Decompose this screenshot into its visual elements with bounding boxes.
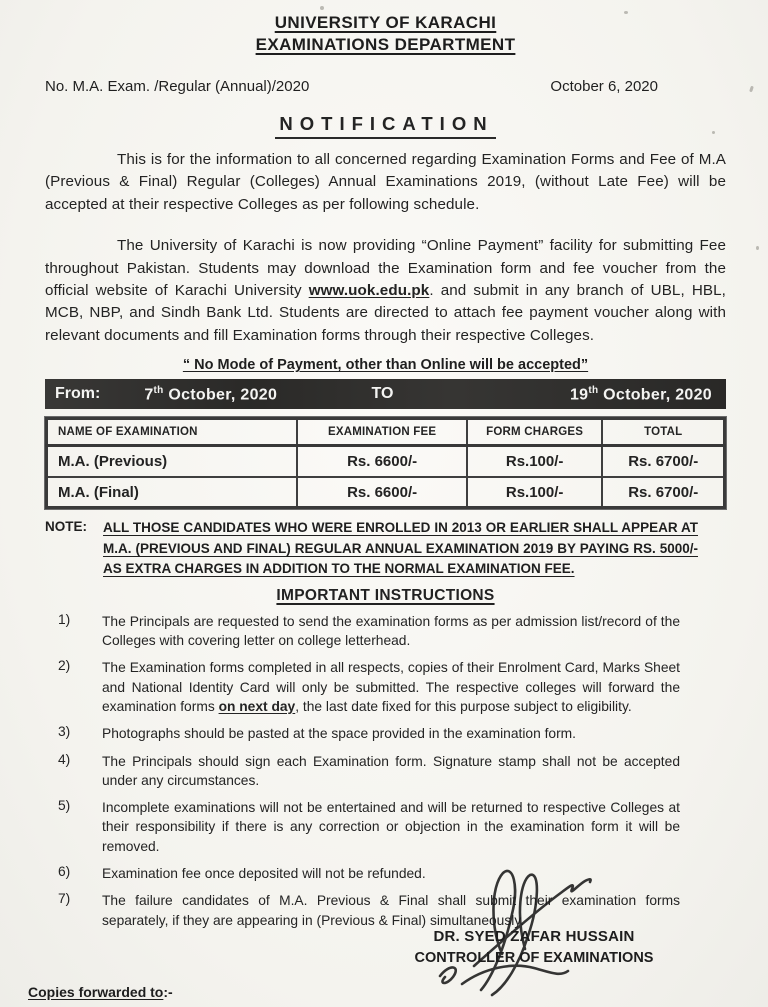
instruction-number: 1) [58,611,71,627]
payment-mode-note: “ No Mode of Payment, other than Online will be accepted” [182,357,589,374]
fee-table-cell: Rs. 6600/- [297,446,467,477]
fee-table-body [47,446,725,508]
instruction-item [58,798,680,856]
reference-row [45,78,726,95]
instructions-heading-wrap [45,587,726,605]
university-name: UNIVERSITY OF KARACHI [274,13,497,32]
instruction-number: 7) [58,891,71,907]
instruction-number: 2) [58,658,71,674]
note-text: ALL THOSE CANDIDATES WHO WERE ENROLLED IN 2013 OR EARLIER SHALL APPEAR AT M.A. (PREVIOUS AND FINAL) REGULAR ANNUAL EXAMINATION 2019 BY PAYING RS. 5000/- AS EXTRA CHARGES IN ADDITION TO THE NORMAL EXAMINATION FEE. [103,520,698,577]
department-name: EXAMINATIONS DEPARTMENT [255,35,516,54]
scan-speck [712,131,715,134]
fee-table-cell: Rs. 6700/- [602,477,724,508]
instruction-text: The Principals should sign each Examination form. Signature stamp shall not be accepted under any circumstances. [102,753,680,788]
banner-end-date: 19th October, 2020 [569,384,712,403]
document-header [45,12,726,56]
instruction-text: The failure candidates of M.A. Previous & Final shall submit their examination forms separately, if they are appearing in (Previous & Final) simultaneously. [102,893,680,928]
instruction-text: The Principals are requested to send the examination forms as per admission list/record of the Colleges with covering letter on college letterhead. [102,613,680,649]
instruction-text: Examination fee once deposited will not be refunded. [102,866,426,882]
instruction-number: 4) [58,751,71,767]
fee-table-cell: M.A. (Final) [47,477,298,508]
banner-start-date: 7th October, 2020 [144,384,278,403]
online-payment-paragraph: The University of Karachi is now providing “Online Payment” facility for submitting Fee throughout Pakistan. Students may download the Examination form and fee voucher from the official website of Karachi University www.uok.edu.pk. and submit in any branch of UBL, HBL, MCB, NBP, and Sindh Bank Ltd. Students are directed to attach fee payment voucher along with relevant documents and fill Examination forms through their respective Colleges. [45,237,726,344]
signature-block [388,858,680,1007]
scan-speck [756,246,759,250]
signatory-name: DR. SYED ZAFAR HUSSAIN [433,928,635,945]
notification-heading: NOTIFICATION [275,113,495,139]
reference-number: No. M.A. Exam. /Regular (Annual)/2020 [45,78,310,95]
scan-speck [320,6,324,10]
instruction-text: The Examination forms completed in all respects, copies of their Enrolment Card, Marks Sheet and National Identity Card will only be submitted. The respective colleges will forward the examination forms on next day, the last date fixed for this purpose subject to eligibility. [102,660,680,714]
banner-from-label: From: [55,385,101,403]
instruction-item [58,658,680,716]
instruction-number: 6) [58,864,71,880]
fee-table-cell: Rs.100/- [467,446,603,477]
intro-paragraph: This is for the information to all concerned regarding Examination Forms and Fee of M.A (Previous & Final) Regular (Colleges) Annual Examinations 2019, (without Late Fee) will be accepted at their respective Colleges as per following schedule. [45,151,726,213]
fee-table-header-cell: NAME OF EXAMINATION [47,419,298,446]
examination-fee-table [45,417,726,509]
instruction-item [58,752,680,791]
fee-table-header-row [47,419,725,446]
schedule-date-banner [45,379,726,409]
fee-table-row [47,446,725,477]
signatory-title: CONTROLLER OF EXAMINATIONS [414,950,654,966]
notification-heading-wrap [45,113,726,139]
instruction-number: 3) [58,724,71,740]
scan-speck [624,11,628,14]
instruction-number: 5) [58,798,71,814]
scan-speck [749,86,754,93]
instruction-item [58,612,680,651]
instructions-heading: IMPORTANT INSTRUCTIONS [276,586,495,604]
fee-table-cell: M.A. (Previous) [47,446,298,477]
instruction-item [58,724,680,743]
document-date: October 6, 2020 [550,78,658,95]
fee-table-cell: Rs.100/- [467,477,603,508]
fee-table-header-cell: TOTAL [602,419,724,446]
banner-to-label: TO [371,385,394,403]
fee-table-row [47,477,725,508]
fee-table-header-cell: FORM CHARGES [467,419,603,446]
note-section [45,518,726,580]
note-label: NOTE: [45,519,87,535]
fee-table-cell: Rs. 6600/- [297,477,467,508]
fee-table-header-cell: EXAMINATION FEE [297,419,467,446]
instruction-text: Incomplete examinations will not be entertained and will be returned to respective Colleges at their responsibility if there is any correction or objection in the examination form it will be removed. [102,800,680,854]
copies-forwarded-label: Copies forwarded to:- [28,984,173,1000]
instruction-text: Photographs should be pasted at the space provided in the examination form. [102,726,576,742]
fee-table-cell: Rs. 6700/- [602,446,724,477]
